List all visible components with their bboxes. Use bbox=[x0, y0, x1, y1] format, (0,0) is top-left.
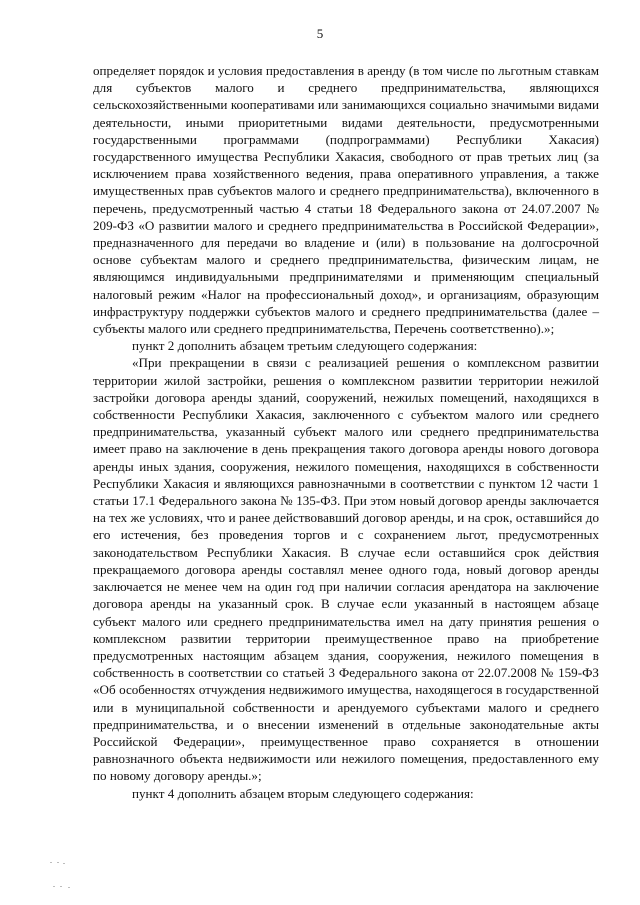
paragraph-continuation: определяет порядок и условия предоставления в аренду (в том числе по льготным ставкам для субъектов малого и среднего предпринимательства, являющихся сельскохозяйственными кооперативами или занимающихся социально значимыми видами деятельности, иными приоритетными видами деятельности, предусмотренными государственными программами (подпрограммами) Республики Хакасия) государственного имущества Республики Хакасия, свободного от прав третьих лиц (за исключением права хозяйственного ведения, права оперативного управления, а также имущественных прав субъектов малого и среднего предпринимательства), включенного в перечень, предусмотренный частью 4 статьи 18 Федерального закона от 24.07.2007 № 209-ФЗ «О развитии малого и среднего предпринимательства в Российской Федерации», предназначенного для передачи во владение и (или) в пользование на долгосрочной основе субъектам малого и среднего предпринимательства, физическим лицам, не являющимся индивидуальными предпринимателями и применяющим специальный налоговый режим «Налог на профессиональный доход», и организациям, образующим инфраструктуру поддержки субъектов малого и среднего предпринимательства (далее – субъекты малого или среднего предпринимательства, Перечень соответственно).»; bbox=[93, 63, 599, 337]
page-number: 5 bbox=[316, 26, 324, 41]
paragraph-amendment-point-4: пункт 4 дополнить абзацем вторым следующего содержания: bbox=[132, 785, 474, 801]
document-body bbox=[93, 62, 599, 802]
scan-artifacts bbox=[48, 858, 138, 898]
paragraph-quoted-text: «При прекращении в связи с реализацией решения о комплексном развитии территории жилой застройки, решения о комплексном развитии территории нежилой застройки договора аренды зданий, сооружений, нежилых помещений, находящихся в собственности Республики Хакасия, заключенного с субъектом малого или среднего предпринимательства, указанный субъект малого или среднего предпринимательства имеет право на заключение в день прекращения такого договора аренды нового договора аренды иных здания, сооружения, нежилого помещения, находящихся в собственности Республики Хакасия и являющихся равнозначными в соответствии с пунктом 12 части 1 статьи 17.1 Федерального закона № 135-ФЗ. При этом новый договор аренды заключается на тех же условиях, что и ранее действовавший договор аренды, и на срок, оставшийся до его истечения, без проведения торгов и с сохранением льгот, предусмотренных законодательством Республики Хакасия. В случае если оставшийся срок действия прекращаемого договора аренды составлял менее одного года, новый договор аренды заключается не менее чем на один год при наличии согласия арендатора на заключение договора аренды на указанный срок. В случае если указанный в настоящем абзаце субъект малого или среднего предпринимательства имел на дату принятия решения о комплексном развитии территории преимущественное право на приобретение предусмотренных настоящим абзацем здания, сооружения, нежилого помещения в собственность в соответствии со статьей 3 Федерального закона от 22.07.2008 № 159-ФЗ «Об особенностях отчуждения недвижимого имущества, находящегося в государственной или в муниципальной собственности и арендуемого субъектами малого и среднего предпринимательства, и о внесении изменений в отдельные законодательные акты Российской Федерации», преимущественное право сохраняется в отношении равнозначного объекта недвижимости или нежилого помещения, предоставленного ему по новому договору аренды.»; bbox=[93, 355, 599, 784]
paragraph-amendment-point-2: пункт 2 дополнить абзацем третьим следующего содержания: bbox=[132, 338, 478, 354]
